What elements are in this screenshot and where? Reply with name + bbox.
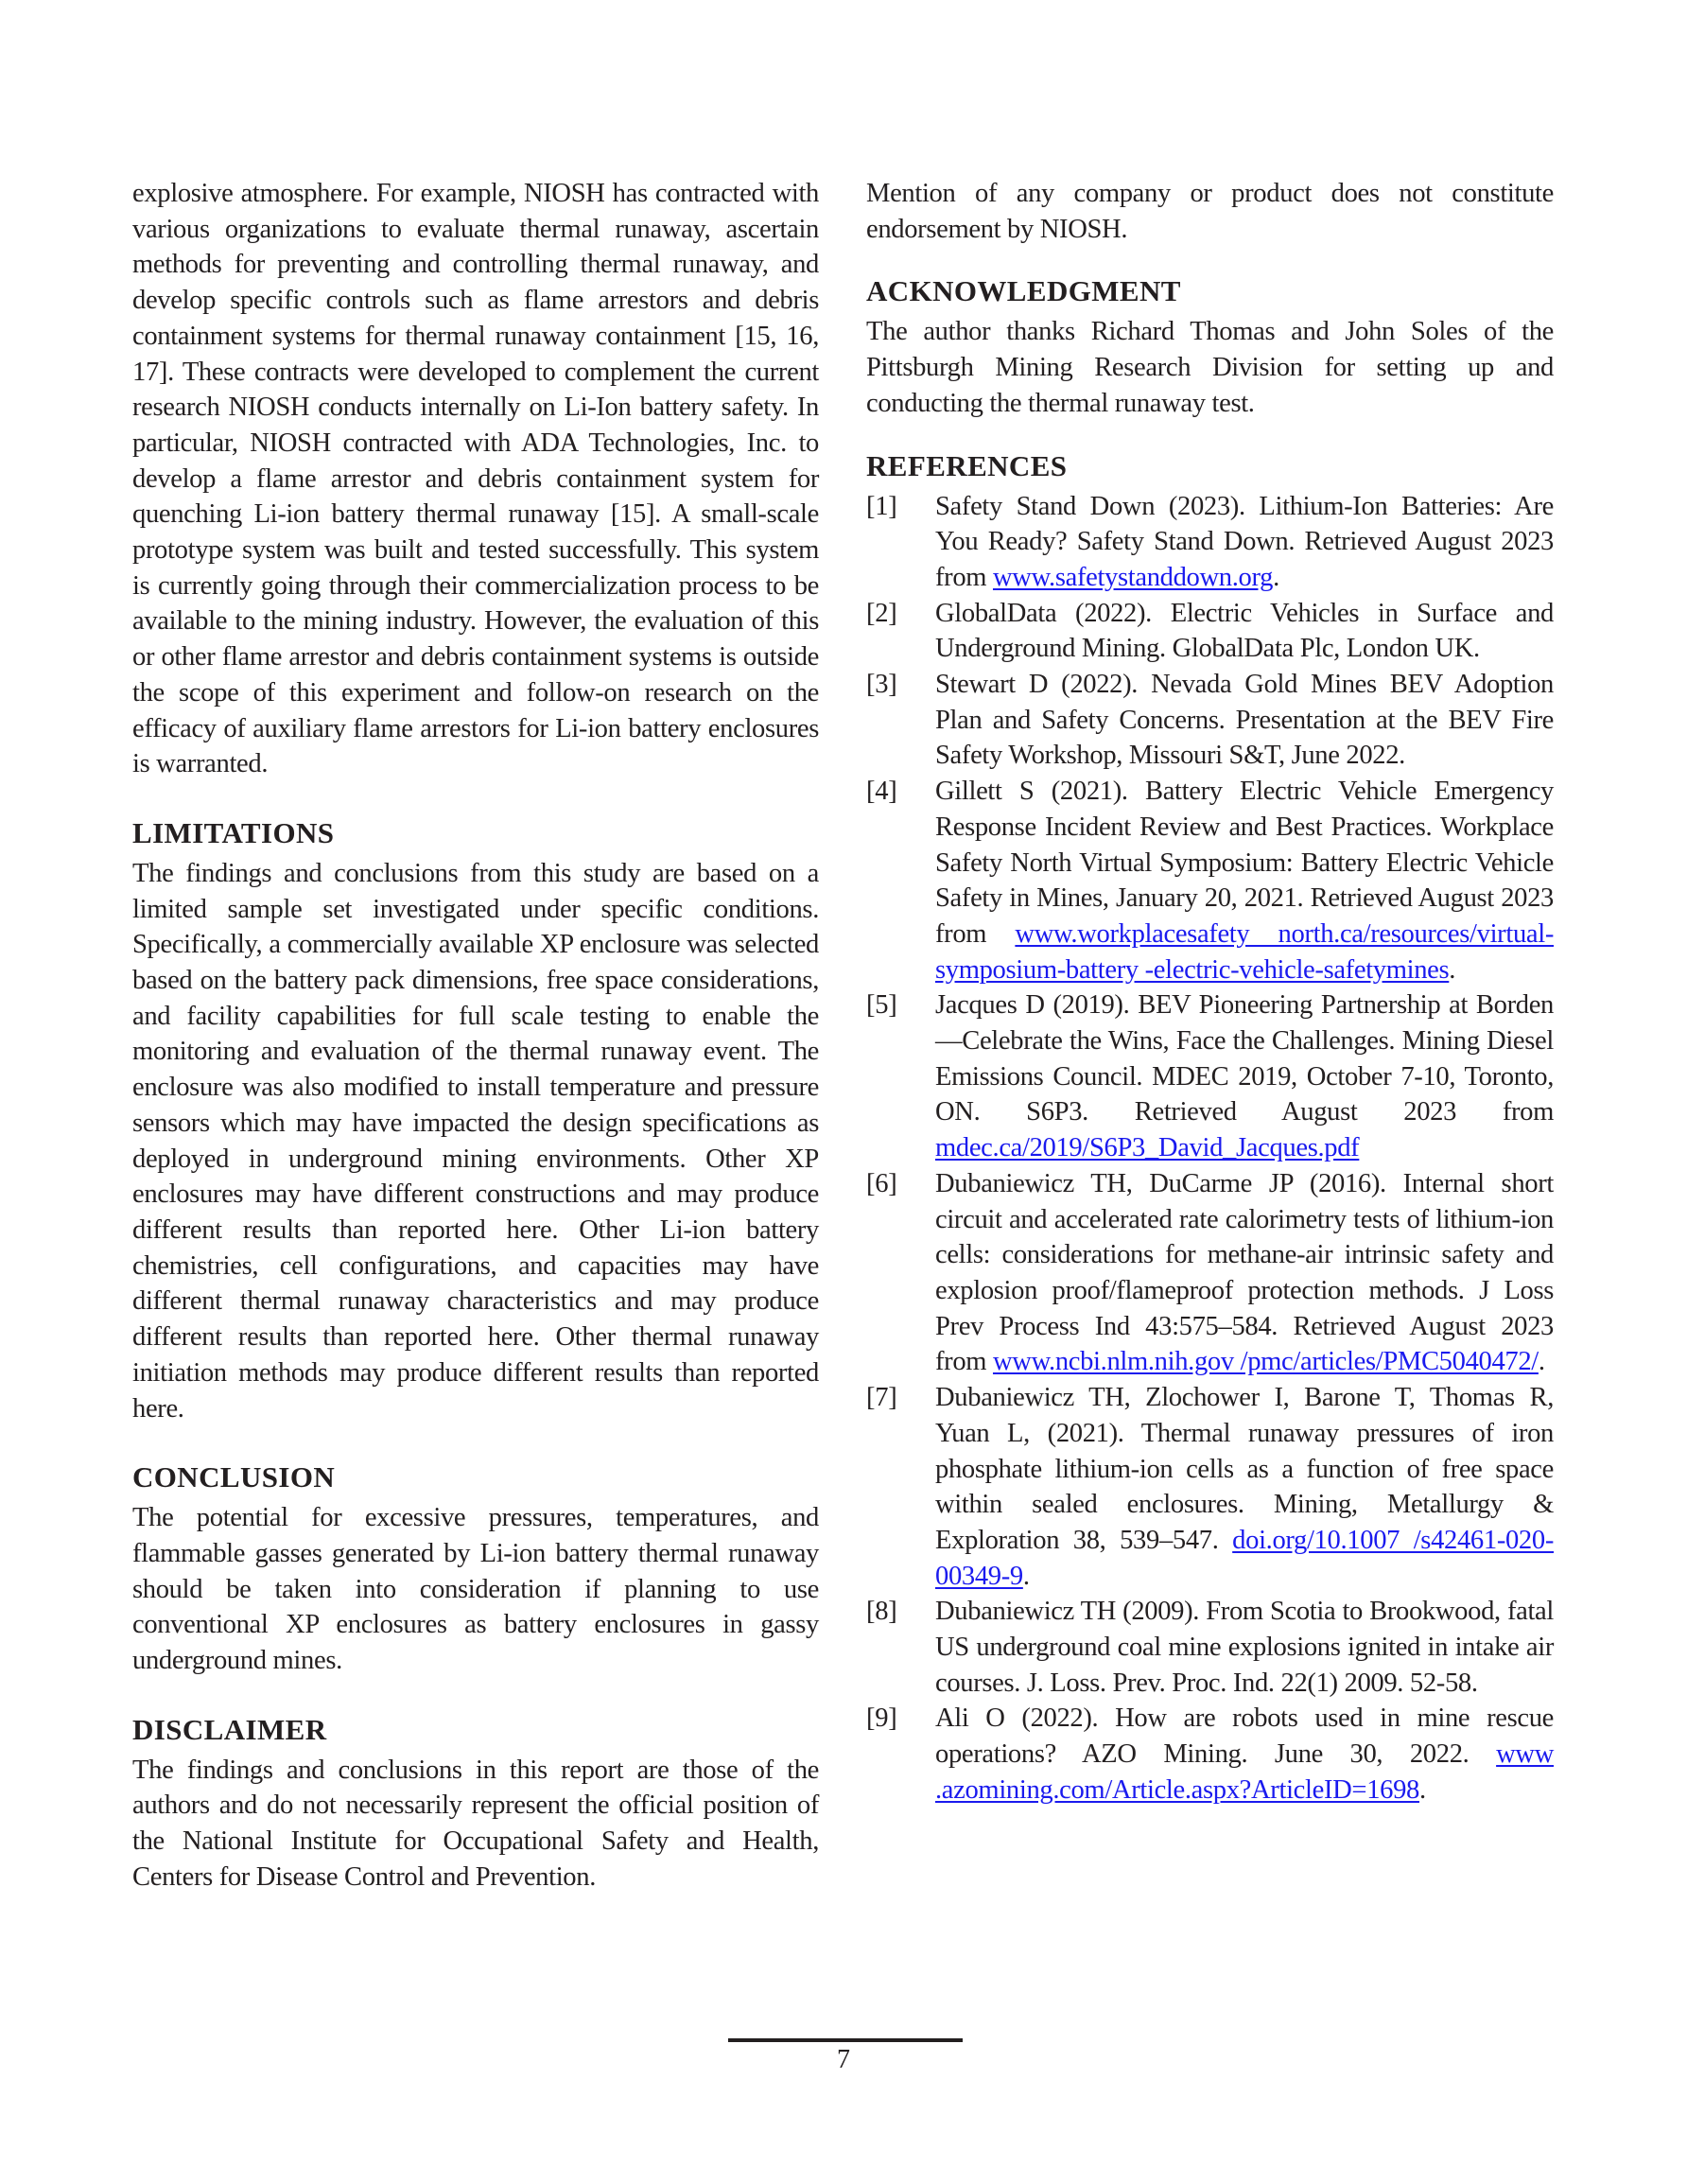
reference-text: [935, 987, 1554, 1166]
reference-item: [866, 1166, 1554, 1380]
reference-link[interactable]: mdec.ca/2019/S6P3_David_Jacques.pdf: [935, 1133, 1360, 1163]
reference-punct: .: [1449, 954, 1456, 985]
footer-rule: [728, 2038, 963, 2042]
reference-text: GlobalData (2022). Electric Vehicles in Surface and Underground Mining. GlobalData Plc, London UK.: [935, 598, 1554, 664]
references-heading: REFERENCES: [866, 448, 1068, 482]
reference-item: [866, 774, 1554, 987]
reference-text: Dubaniewicz TH (2009). From Scotia to Brookwood, fatal US underground coal mine explosions ignited in intake air courses. J. Loss. Prev. Proc. Ind. 22(1) 2009. 52-58.: [935, 1597, 1554, 1698]
reference-number: [3]: [866, 670, 897, 700]
reference-citation: Ali O (2022). How are robots used in mine rescue operations? AZO Mining. June 30, 2022.: [935, 1704, 1554, 1770]
reference-link[interactable]: doi.org/10.1007 /s42461-020-00349-9: [935, 1525, 1555, 1591]
reference-link[interactable]: www .azomining.com/Article.aspx?ArticleID=1698: [935, 1739, 1554, 1805]
limitations-heading: LIMITATIONS: [132, 815, 335, 849]
reference-punct: .: [1418, 1774, 1426, 1805]
reference-item: [866, 1594, 1554, 1701]
reference-text: Stewart D (2022). Nevada Gold Mines BEV Adoption Plan and Safety Concerns. Presentation at the BEV Fire Safety Workshop, Missouri S&T, June 2022.: [935, 670, 1554, 771]
reference-citation: Jacques D (2019). BEV Pioneering Partnership at Borden—Celebrate the Wins, Face the Challenges. Mining Diesel Emissions Council. MDEC 2019, October 7-10, Toronto, ON. S6P3. Retrieved August 2023 from: [935, 990, 1554, 1127]
reference-text: [935, 1380, 1554, 1594]
reference-number: [7]: [866, 1383, 897, 1413]
reference-citation: Safety Stand Down (2023). Lithium-Ion Batteries: Are You Ready? Safety Stand Down. Retrieved August 2023 from: [935, 491, 1554, 592]
limitations-body: The findings and conclusions from this study are based on a limited sample set investigated under specific conditions. Specifically, a commercially available XP enclosure was selected based on the battery pack dimensions, free space considerations, and facility capabilities for full scale testing to enable the monitoring and evaluation of the thermal runaway event. The enclosure was also modified to install temperature and pressure sensors which may have impacted the design specifications as deployed in underground mining environments. Other XP enclosures may have different constructions and may produce different results than reported here. Other Li-ion battery chemistries, cell configurations, and capacities may have different thermal runaway characteristics and may produce different results than reported here. Other thermal runaway initiation methods may produce different results than reported here.: [132, 858, 819, 1424]
intro-paragraph: explosive atmosphere. For example, NIOSH has contracted with various organizations to evaluate thermal runaway, ascertain methods for preventing and controlling thermal runaway, and develop specific controls such as flame arrestors and debris containment systems for thermal runaway containment [15, 16, 17]. These contracts were developed to complement the current research NIOSH conducts internally on Li-Ion battery safety. In particular, NIOSH contracted with ADA Technologies, Inc. to develop a flame arrestor and debris containment system for quenching Li-ion battery thermal runaway [15]. A small-scale prototype system was built and tested successfully. This system is currently going through their commercialization process to be available to the mining industry. However, the evaluation of this or other flame arrestor and debris containment systems is outside the scope of this experiment and follow-on research on the efficacy of auxiliary flame arrestors for Li-ion battery enclosures is warranted.: [132, 179, 819, 779]
reference-item: [866, 489, 1554, 596]
reference-item: [866, 1701, 1554, 1808]
disclaimer-continued: Mention of any company or product does not constitute endorsement by NIOSH.: [866, 179, 1554, 244]
reference-item: [866, 596, 1554, 667]
reference-number: [4]: [866, 777, 897, 807]
left-column: [132, 176, 819, 1896]
right-column: [866, 176, 1554, 1808]
page-number: [0, 2043, 1687, 2077]
references-list: [866, 489, 1554, 1808]
reference-item: [866, 1380, 1554, 1594]
page-number-text: 7: [837, 2045, 850, 2074]
reference-link[interactable]: www.ncbi.nlm.nih.gov /pmc/articles/PMC5040472/: [992, 1347, 1539, 1377]
reference-number: [9]: [866, 1704, 897, 1734]
conclusion-body: The potential for excessive pressures, temperatures, and flammable gasses generated by Li-ion battery thermal runaway should be taken into consideration if planning to use conventional XP enclosures as battery enclosures in gassy underground mines.: [132, 1503, 819, 1676]
reference-text: [935, 489, 1554, 596]
acknowledgment-heading: ACKNOWLEDGMENT: [866, 274, 1181, 308]
reference-text: [935, 774, 1554, 987]
reference-punct: .: [1022, 1561, 1030, 1591]
reference-text: [935, 1701, 1554, 1808]
reference-link[interactable]: www.workplacesafety north.ca/resources/virtual-symposium-battery -electric-vehicle-safetymines: [935, 918, 1554, 985]
reference-text: [935, 1166, 1554, 1380]
conclusion-heading: CONCLUSION: [132, 1460, 336, 1494]
reference-citation: Dubaniewicz TH, Zlochower I, Barone T, Thomas R, Yuan L, (2021). Thermal runaway pressures of iron phosphate lithium-ion cells as a function of free space within sealed enclosures. Mining, Metallurgy & Exploration 38, 539–547.: [935, 1383, 1554, 1555]
acknowledgment-body: The author thanks Richard Thomas and John Soles of the Pittsburgh Mining Research Division for setting up and conducting the thermal runaway test.: [866, 317, 1554, 418]
reference-number: [8]: [866, 1597, 897, 1627]
reference-number: [1]: [866, 491, 897, 521]
disclaimer-body: The findings and conclusions in this report are those of the authors and do not necessarily represent the official position of the National Institute for Occupational Safety and Health, Centers for Disease Control and Prevention.: [132, 1755, 819, 1892]
reference-number: [6]: [866, 1168, 897, 1198]
reference-link[interactable]: www.safetystanddown.org: [992, 562, 1274, 592]
reference-citation: Gillett S (2021). Battery Electric Vehicle Emergency Response Incident Review and Best Practices. Workplace Safety North Virtual Symposium: Battery Electric Vehicle Safety in Mines, January 20, 2021. Retrieved August 2023 from: [935, 777, 1554, 949]
reference-punct: .: [1538, 1347, 1545, 1377]
reference-item: [866, 667, 1554, 774]
reference-punct: .: [1273, 562, 1279, 592]
reference-number: [5]: [866, 990, 897, 1021]
disclaimer-heading: DISCLAIMER: [132, 1712, 327, 1746]
reference-number: [2]: [866, 598, 897, 628]
reference-item: [866, 987, 1554, 1166]
reference-citation: Dubaniewicz TH, DuCarme JP (2016). Internal short circuit and accelerated rate calorimetry tests of lithium-ion cells: considerations for methane-air intrinsic safety and explosion proof/flameproof protection methods. J Loss Prev Process Ind 43:575–584. Retrieved August 2023 from: [935, 1168, 1554, 1377]
